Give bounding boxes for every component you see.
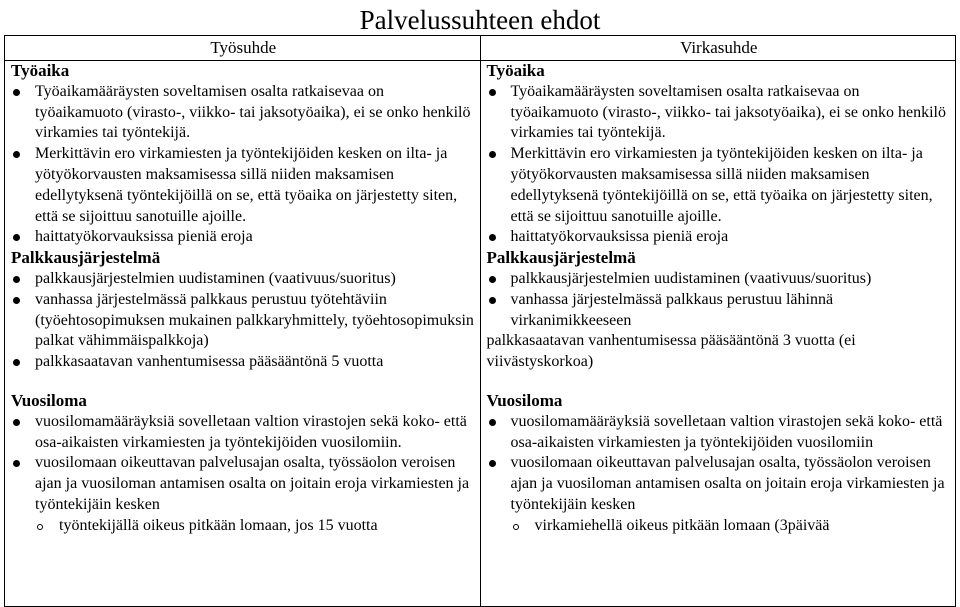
pay-system-title: Palkkausjärjestelmä [486,248,636,268]
employment-column [5,61,481,607]
content-row [5,61,956,607]
list-item [11,290,476,352]
office-heading: Virkasuhde [480,36,956,61]
list-item-text: vuosilomaan oikeuttavan palvelusajan osalta, työssäolon veroisen ajan ja vuosiloman antamisen osalta on joitain eroja virkamiesten ja työntekijäin kesken [510,454,945,513]
list-item-text: vuosilomamääräyksiä sovelletaan valtion virastojen sekä koko- että osa-aikaisten virkamiesten ja työntekijöiden vuosilomiin. [35,412,467,451]
sub-list-item [487,516,952,537]
working-time-list [487,82,952,248]
list-item [11,269,476,290]
pay-system-list [11,269,476,373]
bullet-icon [489,419,496,426]
annual-leave-title: Vuosiloma [486,390,563,410]
bullet-icon [13,234,20,241]
employment-heading: Työsuhde [5,36,481,61]
list-item-text: Työaikamääräysten soveltamisen osalta ratkaisevaa on työaikamuoto (virasto-, viikko- tai jaksotyöaika), ei se onko henkilö virkamies tai työntekijä. [510,82,946,142]
list-item-text: haittatyökorvauksissa pieniä eroja [35,228,253,246]
bullet-icon [489,460,496,467]
sub-list-item [11,516,476,537]
annual-leave-title: Vuosiloma [11,390,87,410]
list-item [11,144,476,227]
bullet-icon [13,89,20,96]
pay-system-title: Palkkausjärjestelmä [11,248,161,268]
hollow-bullet-icon [513,524,519,530]
list-item [487,412,952,454]
annual-leave-list [487,412,952,537]
list-item [487,144,952,227]
list-item [11,412,476,454]
list-item-text: palkkausjärjestelmien uudistaminen (vaativuus/suoritus) [510,269,872,287]
list-item [11,453,476,515]
list-item-text: vuosilomaan oikeuttavan palvelusajan osalta, työssäolon veroisen ajan ja vuosiloman antamisen osalta on joitain eroja virkamiesten ja työntekijäin kesken [35,454,470,513]
list-item-text: vuosilomamääräyksiä sovelletaan valtion virastojen sekä koko- että osa-aikaisten virkamiesten ja työntekijöiden vuosilomiin [510,412,943,451]
working-time-title: Työaika [11,61,70,80]
sub-list-item-text: työntekijällä oikeus pitkään lomaan, jos 15 vuotta [59,516,378,534]
list-item-text: haittatyökorvauksissa pieniä eroja [510,228,729,246]
pay-system-list [487,269,952,331]
list-item [487,227,952,248]
bullet-icon [13,359,20,366]
list-item [487,269,952,290]
bullet-icon [489,297,496,304]
list-item [487,290,952,332]
list-item-text: Merkittävin ero virkamiesten ja työntekijöiden kesken on ilta- ja yötyökorvausten maksamisessa sillä niiden maksamisen edellytyksenä työntekijöillä on se, että työaika on järjestetty siten, että se sijoittuu sanotuille ajoille. [35,145,458,225]
working-time-title: Työaika [486,61,545,80]
bullet-icon [489,234,496,241]
bullet-icon [489,276,496,283]
bullet-icon [13,460,20,467]
header-row [5,36,956,61]
working-time-list [11,82,476,248]
sub-list-item-text: virkamiehellä oikeus pitkään lomaan (3päivää [534,516,830,534]
list-item-text: vanhassa järjestelmässä palkkaus perustuu lähinnä virkanimikkeeseen [510,290,834,329]
list-item-text: palkkasaatavan vanhentumisessa pääsääntönä 5 vuotta [35,353,384,371]
list-item-text: vanhassa järjestelmässä palkkaus perustuu työtehtäviin (työehtosopimuksen mukainen palkkaryhmittely, työehtosopimuksin palkat vähimmäispalkkoja) [35,290,474,350]
bullet-icon [13,151,20,158]
list-item-text: Työaikamääräysten soveltamisen osalta ratkaisevaa on työaikamuoto (virasto-, viikko- tai jaksotyöaika), ei se onko henkilö virkamies tai työntekijä. [35,82,471,142]
list-item [487,82,952,144]
bullet-icon [13,297,20,304]
list-item [11,82,476,144]
bullet-icon [489,89,496,96]
comparison-table [4,35,956,607]
bullet-icon [489,151,496,158]
page-title: Palvelussuhteen ehdot [359,5,601,35]
bullet-icon [13,419,20,426]
bullet-icon [13,276,20,283]
list-item [11,352,476,373]
list-item-text: palkkausjärjestelmien uudistaminen (vaativuus/suoritus) [35,269,396,287]
list-item [11,227,476,248]
office-column [480,61,956,607]
list-item-text: Merkittävin ero virkamiesten ja työntekijöiden kesken on ilta- ja yötyökorvausten maksamisessa sillä niiden maksamisen edellytyksenä työntekijöillä on se, että työaika on järjestetty siten, että se sijoittuu sanotuille ajoille. [510,145,933,225]
annual-leave-list [11,412,476,537]
list-item [487,453,952,515]
pay-claim-note: palkkasaatavan vanhentumisessa pääsääntönä 3 vuotta (ei viivästyskorkoa) [486,332,856,371]
hollow-bullet-icon [37,524,43,530]
